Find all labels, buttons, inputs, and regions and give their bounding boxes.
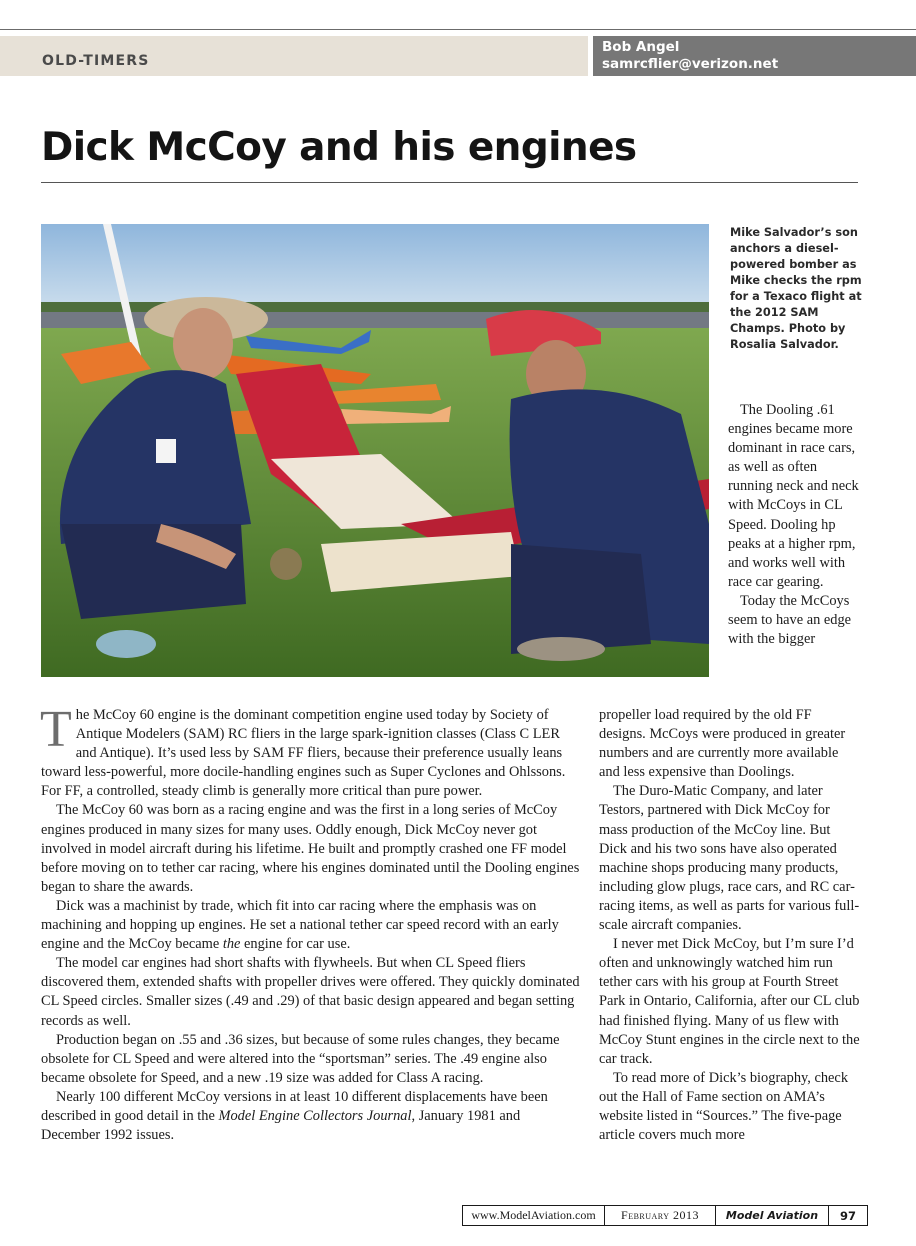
article-title: Dick McCoy and his engines <box>41 125 637 170</box>
paragraph: Production began on .55 and .36 sizes, but because of some rules changes, they became obsolete for CL Speed and were altered into the “sportsman” series. The .49 engine also became obsolete for Speed, and a new .19 size was added for Class A racing. <box>41 1031 560 1086</box>
article-column-right <box>599 706 861 1145</box>
paragraph: The model car engines had short shafts with flywheels. But when CL Speed fliers discovered them, extended shafts with propeller drives were offered. They quickly dominated CL Speed circles. Smaller sizes (.49 and .29) of that basic design appeared and began setting records as well. <box>41 955 580 1029</box>
photo-caption: Mike Salvador’s son anchors a diesel-powered bomber as Mike checks the rpm for a Texaco flight at the 2012 SAM Champs. Photo by Rosalia Salvador. <box>730 226 862 351</box>
page-footer <box>462 1205 868 1226</box>
paragraph: propeller load required by the old FF designs. McCoys were produced in greater numbers and are currently more available and less expensive than Doolings. <box>599 707 846 781</box>
top-rule <box>0 29 916 30</box>
article-column-left <box>40 701 581 1145</box>
author-name: Bob Angel <box>602 39 680 55</box>
paragraph: The McCoy 60 engine is the dominant competition engine used today by Society of Antique Modelers (SAM) RC fliers in the large spark-ignition classes (Class C LER and Antique). It’s used less by SAM FF fliers, because their preference usually leans toward less-powerful, more docile-handling engines such as Super Cyclones and Ohlssons. For FF, a controlled, steady climb is generally more critical than pure power. <box>40 701 566 800</box>
drop-cap: T <box>40 701 72 758</box>
author-email[interactable]: samrcflier@verizon.net <box>602 56 779 72</box>
section-label: OLD-TIMERS <box>42 53 150 69</box>
title-rule <box>41 182 858 183</box>
paragraph: Today the McCoys seem to have an edge with the bigger <box>728 592 852 648</box>
footer-magazine: Model Aviation <box>716 1206 829 1225</box>
paragraph: Dick was a machinist by trade, which fit into car racing where the emphasis was on machining and hopping up engines. He set a national tether car speed record with an early engine and the McCoy became the engine for car use. <box>41 897 559 953</box>
page-number: 97 <box>839 1208 856 1223</box>
paragraph: The McCoy 60 was born as a racing engine and was the first in a long series of McCoy engines produced in many sizes for many uses. Oddly enough, Dick McCoy never got involved in model aircraft during his lifetime. He built and promptly crashed one FF model before moving on to tether car racing, where his engines dominated until the Dooling engines began to share the awards. <box>41 802 580 895</box>
paragraph: Nearly 100 different McCoy versions in at least 10 different displacements have been described in good detail in the Model Engine Collectors Journal, January 1981 and December 1992 issues. <box>41 1088 548 1144</box>
paragraph: To read more of Dick’s biography, check out the Hall of Fame section on AMA’s website listed in “Sources.” The five-page article covers much more <box>599 1069 849 1144</box>
article-column-right-top <box>728 401 863 649</box>
paragraph: I never met Dick McCoy, but I’m sure I’d often and unknowingly watched him run tether cars with his group at Fourth Street Park in Ontario, California, after our CL club had finished flying. Many of us flew with McCoy Stunt engines in the circle next to the car track. <box>599 936 860 1067</box>
footer-date: February 2013 <box>605 1206 716 1225</box>
footer-url[interactable]: www.ModelAviation.com <box>463 1206 605 1225</box>
article-photo <box>41 224 709 677</box>
paragraph: The Duro-Matic Company, and later Testors, partnered with Dick McCoy for mass production of the McCoy line. But Dick and his two sons have also operated machine shops producing many products, including glow plugs, race cars, and RC car-racing items, as well as parts for various full-scale aircraft companies. <box>599 783 860 934</box>
paragraph: The Dooling .61 engines became more dominant in race cars, as well as often running neck and neck with McCoys in CL Speed. Dooling hp peaks at a higher rpm, and works well with race car gearing. <box>728 402 859 590</box>
